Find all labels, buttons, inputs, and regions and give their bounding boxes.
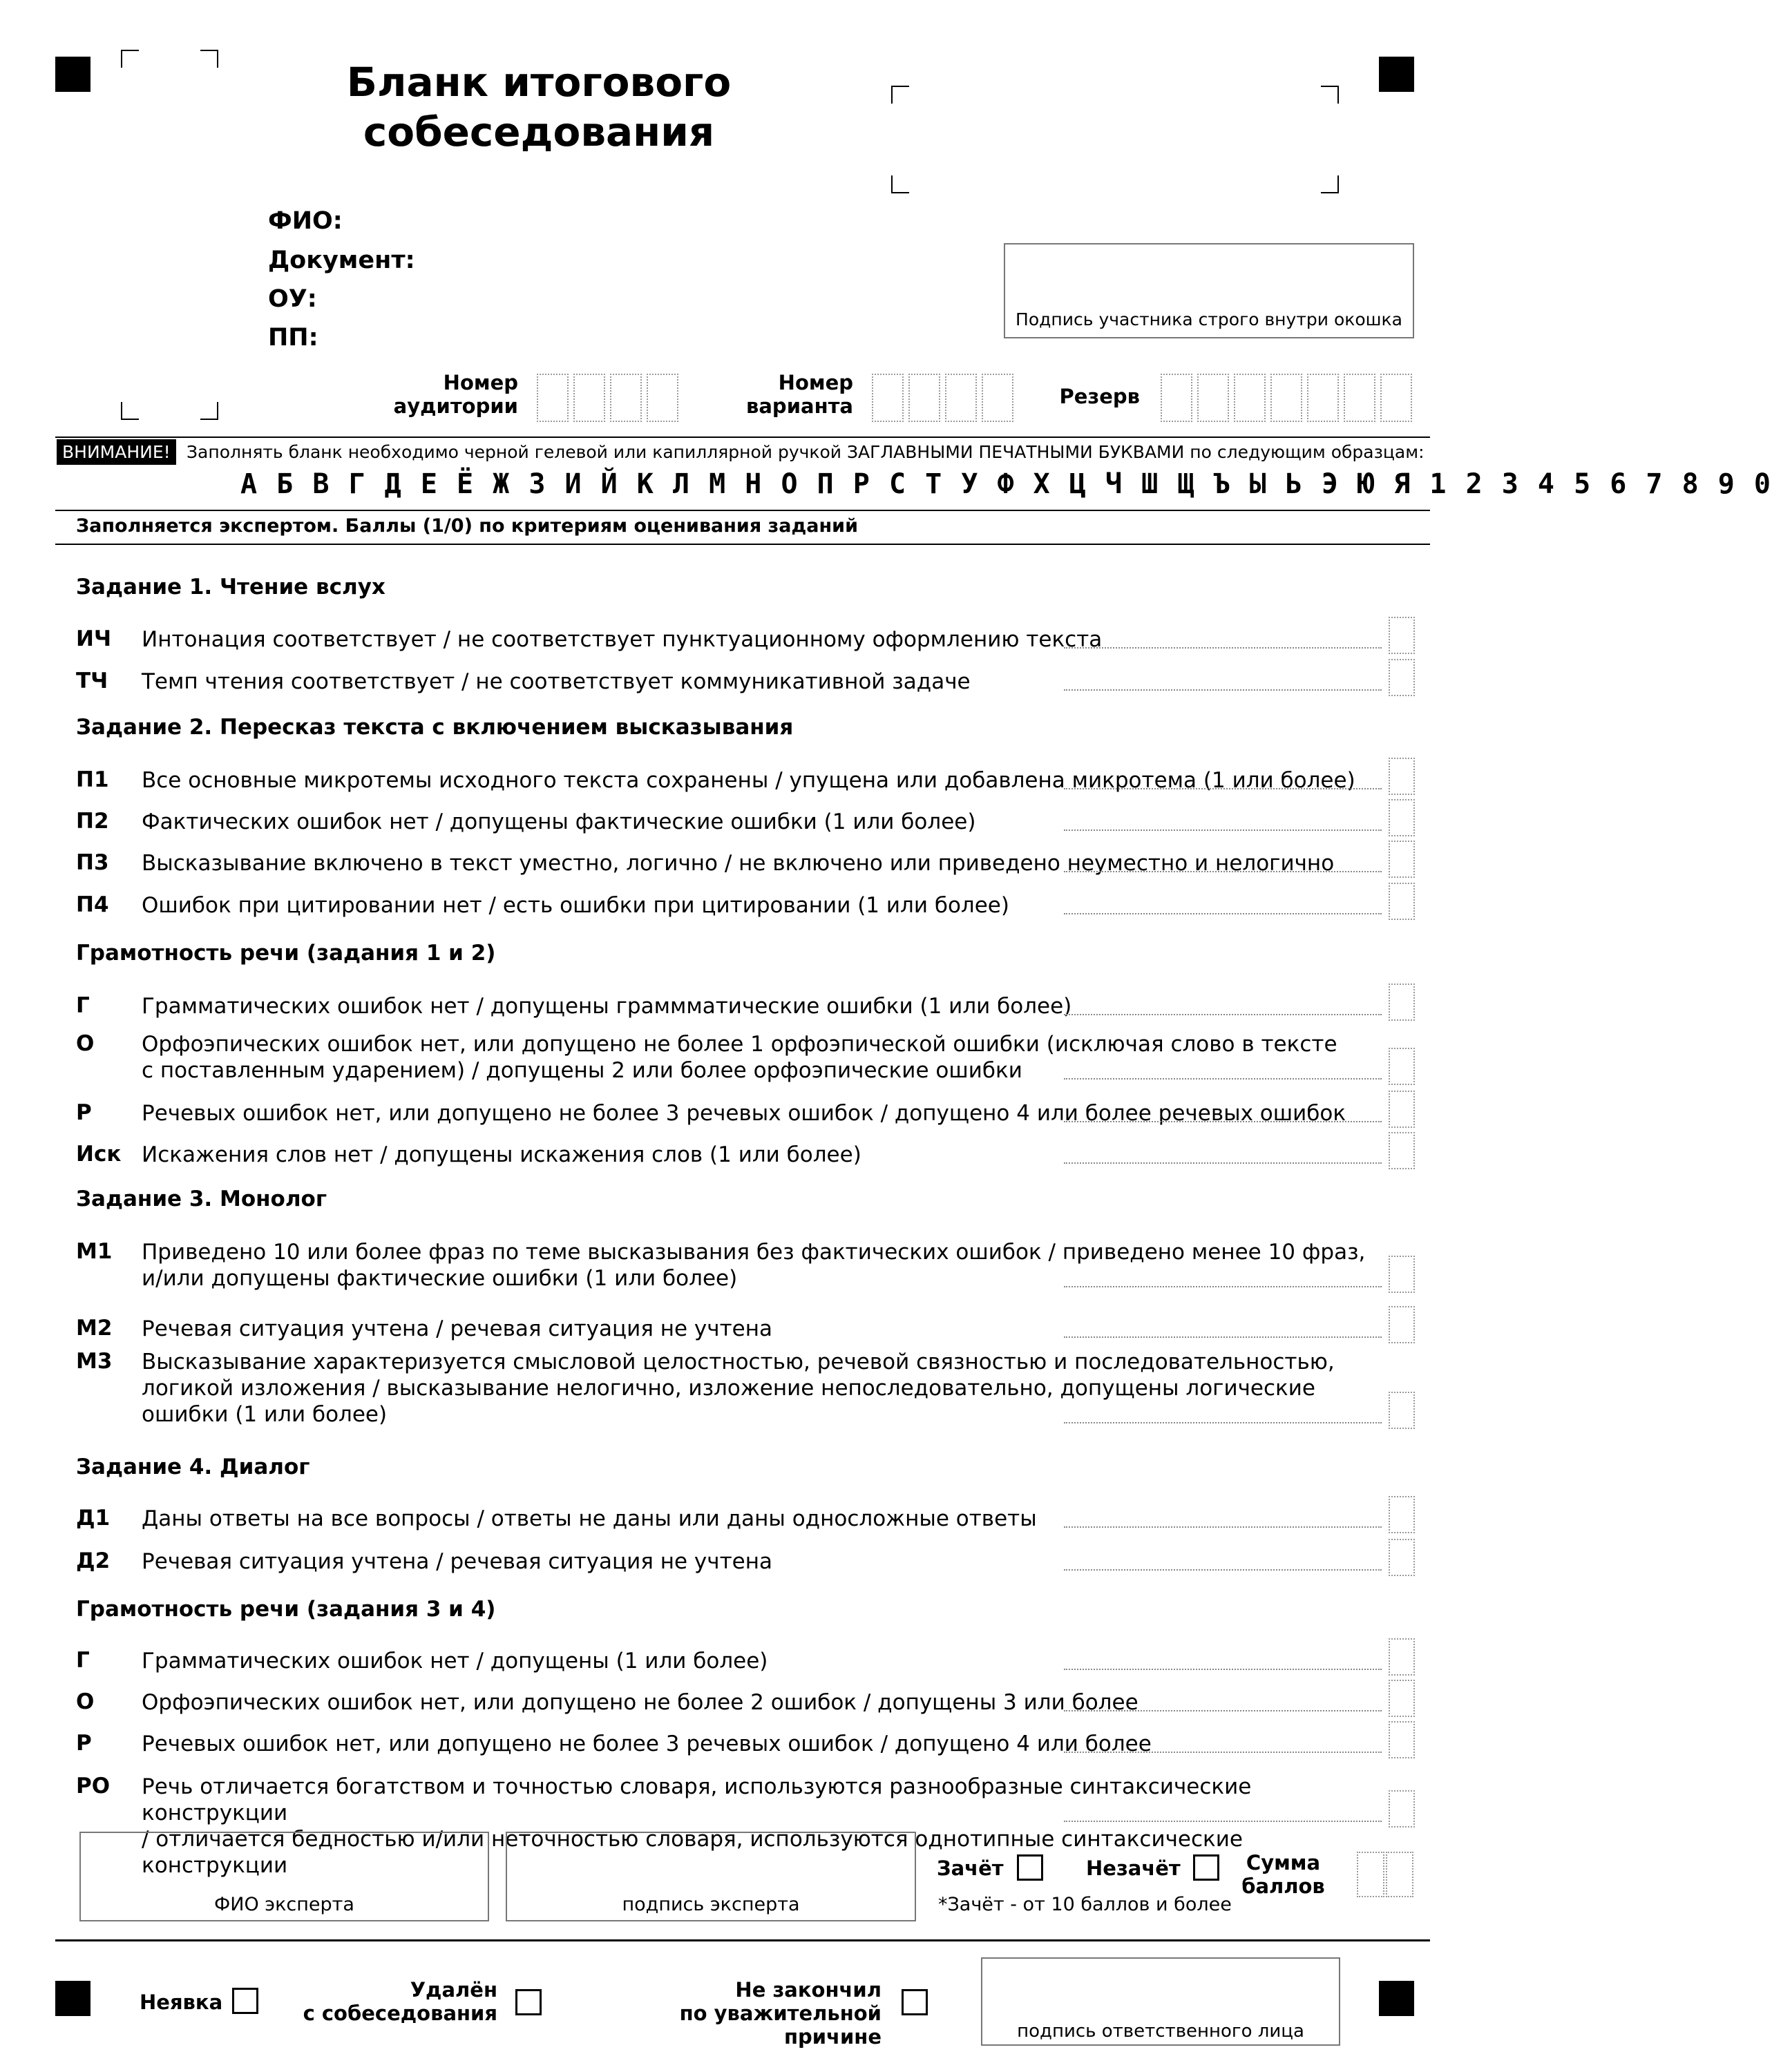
criterion-leader-dots [1064, 1422, 1382, 1423]
zachet-checkbox[interactable] [1017, 1854, 1043, 1881]
criterion-score-cell[interactable] [1389, 1306, 1415, 1343]
criterion-leader-dots [1064, 788, 1382, 789]
auditorium-digit-cell-2[interactable] [573, 374, 605, 422]
criterion-leader-dots [1064, 689, 1382, 691]
criterion-score-cell[interactable] [1389, 1790, 1415, 1828]
not-finished-label: Не закончил по уважительной причине [679, 1978, 882, 2049]
reserve-cell-5[interactable] [1307, 374, 1339, 422]
criterion-text: Речевая ситуация учтена / речевая ситуация не учтена [142, 1316, 772, 1341]
left-bracket-tr [200, 50, 218, 68]
variant-label: Номер варианта [746, 371, 853, 418]
criterion-text: Грамматических ошибок нет / допущены граммматические ошибки (1 или более) [142, 994, 1072, 1019]
zachet-note: *Зачёт - от 10 баллов и более [938, 1894, 1232, 1915]
barcode-bracket-tr [1321, 86, 1339, 104]
criterion-score-cell[interactable] [1389, 1539, 1415, 1576]
criterion-code: П1 [76, 767, 109, 792]
criterion-leader-dots [1064, 871, 1382, 872]
criterion-code: П2 [76, 809, 109, 834]
corner-marker-top-left [55, 57, 90, 92]
expert-bar-bottom-rule [55, 544, 1430, 545]
variant-digit-cell-1[interactable] [872, 374, 904, 422]
expert-fio-box[interactable] [79, 1832, 489, 1921]
criterion-score-cell[interactable] [1389, 1256, 1415, 1293]
criterion-code: Р [76, 1731, 92, 1756]
criterion-text: Интонация соответствует / не соответствует пунктуационному оформлению текста [142, 627, 1103, 652]
criterion-code: РО [76, 1774, 111, 1798]
criterion-leader-dots [1064, 1752, 1382, 1753]
criterion-score-cell[interactable] [1389, 659, 1415, 696]
notice-top-rule [55, 437, 1430, 438]
expert-signature-caption: подпись эксперта [622, 1894, 800, 1915]
removed-label: Удалён с собеседования [303, 1978, 497, 2025]
section-title: Грамотность речи (задания 1 и 2) [76, 941, 496, 966]
criterion-code: П4 [76, 892, 109, 917]
expert-bar-top-rule [55, 510, 1430, 511]
sum-label: Сумма баллов [1241, 1851, 1325, 1898]
criterion-score-cell[interactable] [1389, 841, 1415, 878]
criterion-text: Орфоэпических ошибок нет, или допущено не более 1 орфоэпической ошибки (исключая слово в тексте с поставленным ударением) / допущены 2 или более орфоэпические ошибки [142, 1032, 1337, 1083]
no-show-checkbox[interactable] [232, 1988, 258, 2014]
criterion-leader-dots [1064, 1821, 1382, 1822]
auditorium-digit-cell-1[interactable] [537, 374, 569, 422]
criterion-score-cell[interactable] [1389, 1496, 1415, 1533]
criterion-text: Речевых ошибок нет, или допущено не более 3 речевых ошибок / допущено 4 или более [142, 1732, 1152, 1756]
criterion-code: ИЧ [76, 626, 111, 651]
criterion-leader-dots [1064, 1569, 1382, 1571]
fio-label: ФИО: [268, 207, 343, 235]
criterion-code: ТЧ [76, 669, 108, 693]
criterion-code: Д1 [76, 1506, 111, 1531]
attention-badge: ВНИМАНИЕ! [57, 439, 176, 465]
criterion-text: Грамматических ошибок нет / допущены (1 или более) [142, 1649, 768, 1673]
auditorium-label: Номер аудитории [393, 371, 518, 418]
criterion-text: Все основные микротемы исходного текста сохранены / упущена или добавлена микротема (1 или более) [142, 768, 1355, 793]
expert-signature-box[interactable] [506, 1832, 916, 1921]
reserve-cell-4[interactable] [1270, 374, 1302, 422]
criterion-text: Фактических ошибок нет / допущены фактические ошибки (1 или более) [142, 809, 976, 834]
expert-bar: Заполняется экспертом. Баллы (1/0) по критериям оценивания заданий [76, 515, 858, 537]
criterion-text: Речевая ситуация учтена / речевая ситуация не учтена [142, 1549, 772, 1574]
corner-marker-bottom-right [1379, 1981, 1414, 2016]
removed-checkbox[interactable] [515, 1989, 542, 2015]
criterion-score-cell[interactable] [1389, 1132, 1415, 1169]
section-title: Задание 3. Монолог [76, 1187, 327, 1211]
criterion-score-cell[interactable] [1389, 1680, 1415, 1717]
criterion-text: Ошибок при цитировании нет / есть ошибки при цитировании (1 или более) [142, 893, 1009, 918]
auditorium-digit-cell-4[interactable] [647, 374, 678, 422]
criterion-text: Речь отличается богатством и точностью словаря, используются разнообразные синтаксические конструкции / отличается бедностью и/или неточностью словаря, используются однотипные синтаксические конструкции [142, 1774, 1252, 1878]
reserve-cell-3[interactable] [1234, 374, 1266, 422]
reserve-cell-1[interactable] [1161, 374, 1192, 422]
criterion-score-cell[interactable] [1389, 883, 1415, 920]
criterion-leader-dots [1064, 1526, 1382, 1528]
criterion-code: Иск [76, 1142, 122, 1167]
ou-label: ОУ: [268, 285, 317, 313]
reserve-cell-7[interactable] [1380, 374, 1412, 422]
criterion-leader-dots [1064, 913, 1382, 914]
participant-signature-caption: Подпись участника строго внутри окошка [1016, 309, 1402, 329]
criterion-score-cell[interactable] [1389, 1091, 1415, 1128]
corner-marker-top-right [1379, 57, 1414, 92]
criterion-text: Темп чтения соответствует / не соответствует коммуникативной задаче [142, 669, 971, 694]
criterion-text: Высказывание характеризуется смысловой целостностью, речевой связностью и последовательностью, логикой изложения / высказывание нелогично, изложение непоследовательно, допущены логические ошибки (1 или более) [142, 1350, 1335, 1427]
nezachet-checkbox[interactable] [1193, 1854, 1219, 1881]
criterion-score-cell[interactable] [1389, 1392, 1415, 1429]
variant-digit-cell-4[interactable] [982, 374, 1013, 422]
corner-marker-bottom-left [55, 1981, 90, 2016]
criterion-leader-dots [1064, 829, 1382, 831]
criterion-code: О [76, 1689, 95, 1714]
criterion-code: П3 [76, 850, 109, 875]
nezachet-label: Незачёт [1086, 1857, 1181, 1880]
footer-rule [55, 1939, 1430, 1941]
criterion-leader-dots [1064, 1710, 1382, 1711]
criterion-code: М1 [76, 1239, 113, 1264]
auditorium-digit-cell-3[interactable] [610, 374, 642, 422]
section-title: Грамотность речи (задания 3 и 4) [76, 1597, 496, 1622]
criterion-score-cell[interactable] [1389, 1638, 1415, 1676]
criterion-code: О [76, 1031, 95, 1056]
criterion-code: Р [76, 1100, 92, 1125]
criterion-text: Орфоэпических ошибок нет, или допущено не более 2 ошибок / допущены 3 или более [142, 1690, 1139, 1715]
section-title: Задание 4. Диалог [76, 1455, 310, 1479]
criterion-leader-dots [1064, 1014, 1382, 1015]
criterion-score-cell[interactable] [1389, 617, 1415, 654]
criterion-text: Речевых ошибок нет, или допущено не более 3 речевых ошибок / допущено 4 или более речевых ошибок [142, 1101, 1346, 1126]
barcode-bracket-tl [891, 86, 909, 104]
left-bracket-bl [121, 402, 139, 420]
reserve-cell-2[interactable] [1197, 374, 1229, 422]
expert-fio-caption: ФИО эксперта [214, 1894, 354, 1915]
criterion-text: Даны ответы на все вопросы / ответы не даны или даны односложные ответы [142, 1506, 1037, 1531]
criterion-leader-dots [1064, 1078, 1382, 1080]
zachet-label: Зачёт [937, 1857, 1004, 1880]
participant-signature-box[interactable] [1004, 243, 1414, 338]
responsible-signature-caption: подпись ответственного лица [1017, 2021, 1304, 2042]
criterion-score-cell[interactable] [1389, 799, 1415, 836]
section-title: Задание 2. Пересказ текста с включением высказывания [76, 715, 794, 740]
criterion-text: Искажения слов нет / допущены искажения слов (1 или более) [142, 1142, 861, 1167]
criterion-code: Г [76, 993, 90, 1018]
criterion-code: Г [76, 1648, 90, 1673]
variant-digit-cell-2[interactable] [908, 374, 940, 422]
variant-digit-cell-3[interactable] [945, 374, 977, 422]
criterion-score-cell[interactable] [1389, 984, 1415, 1021]
criterion-code: М3 [76, 1349, 113, 1374]
criterion-score-cell[interactable] [1389, 1048, 1415, 1085]
sum-cell-2[interactable] [1386, 1852, 1413, 1897]
notice-text: Заполнять бланк необходимо черной гелевой или капиллярной ручкой ЗАГЛАВНЫМИ ПЕЧАТНЫМИ БУКВАМИ по следующим образцам: [187, 442, 1425, 462]
criterion-score-cell[interactable] [1389, 1721, 1415, 1758]
criterion-leader-dots [1064, 1669, 1382, 1670]
document-label: Документ: [268, 247, 415, 274]
criterion-text: Приведено 10 или более фраз по теме высказывания без фактических ошибок / приведено менее 10 фраз, и/или допущены фактические ошибки (1 или более) [142, 1240, 1366, 1291]
criterion-leader-dots [1064, 1121, 1382, 1122]
form-title-line2: собеседования [363, 108, 715, 155]
not-finished-checkbox[interactable] [902, 1989, 928, 2015]
form-title-line1: Бланк итогового [346, 59, 732, 106]
criterion-leader-dots [1064, 1286, 1382, 1287]
no-show-label: Неявка [140, 1991, 223, 2014]
criterion-leader-dots [1064, 1162, 1382, 1164]
responsible-signature-box[interactable] [981, 1957, 1340, 2046]
section-title: Задание 1. Чтение вслух [76, 575, 385, 599]
criterion-leader-dots [1064, 647, 1382, 649]
barcode-bracket-bl [891, 175, 909, 193]
criterion-code: Д2 [76, 1548, 111, 1573]
sum-cell-1[interactable] [1357, 1852, 1384, 1897]
criterion-score-cell[interactable] [1389, 758, 1415, 795]
left-bracket-br [200, 402, 218, 420]
left-bracket-tl [121, 50, 139, 68]
criterion-code: М2 [76, 1316, 113, 1341]
sample-glyphs: А Б В Г Д Е Ё Ж З И Й К Л М Н О П Р С Т У Ф Х Ц Ч Ш Щ Ъ Ы Ь Э Ю Я 1 2 3 4 5 6 7 8 9 0 [240, 468, 1772, 500]
reserve-cell-6[interactable] [1344, 374, 1375, 422]
criterion-text: Высказывание включено в текст уместно, логично / не включено или приведено неуместно и нелогично [142, 851, 1335, 876]
pp-label: ПП: [268, 324, 318, 352]
criterion-leader-dots [1064, 1336, 1382, 1338]
reserve-label: Резерв [1059, 385, 1140, 408]
barcode-bracket-br [1321, 175, 1339, 193]
